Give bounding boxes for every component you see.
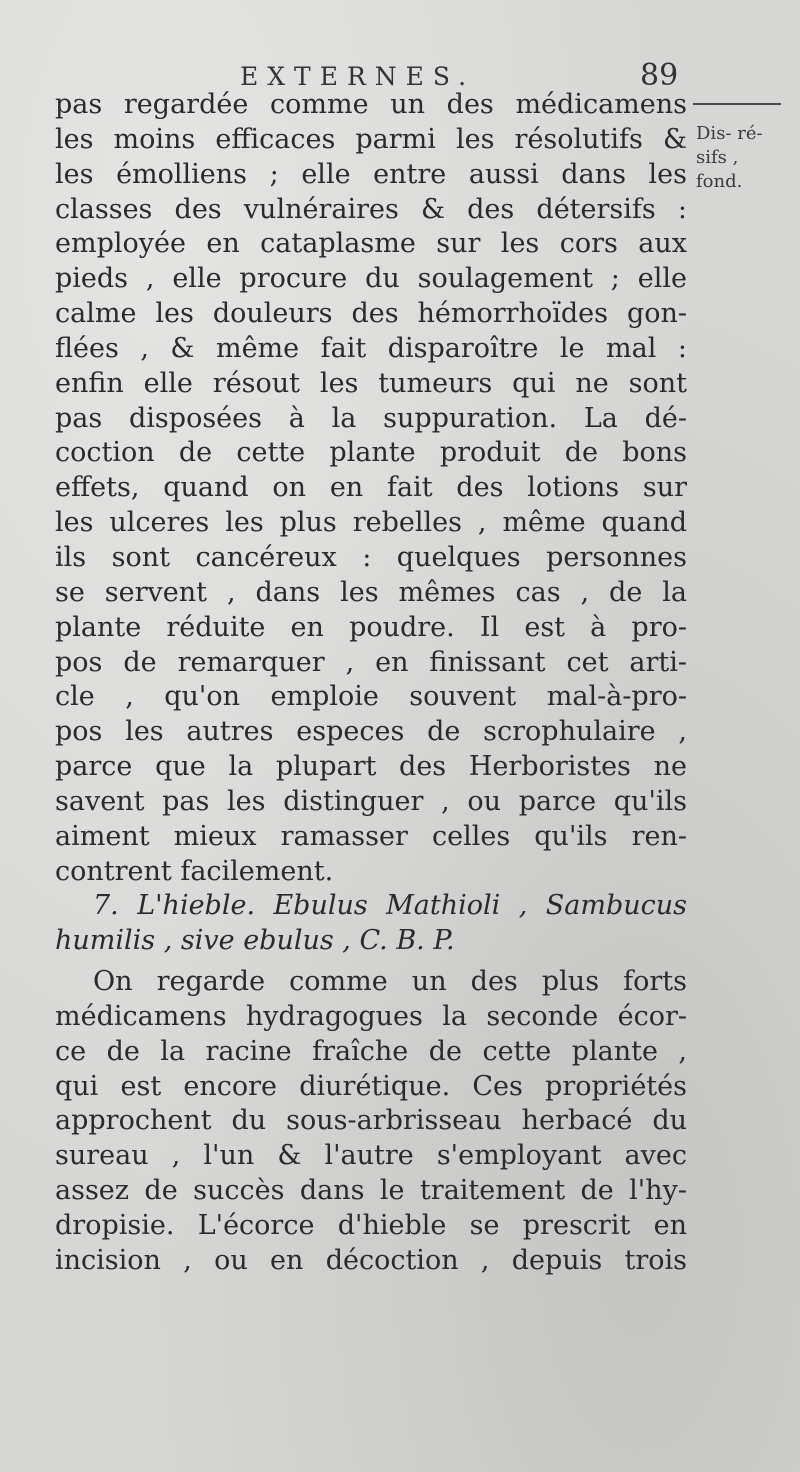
- text-line: pos les autres especes de scrophulaire ,: [55, 716, 687, 748]
- section-heading: [55, 889, 687, 959]
- text-line: se servent , dans les mêmes cas , de la: [55, 576, 687, 608]
- paragraph-two: [55, 965, 687, 1279]
- paragraph-one: [55, 88, 687, 889]
- text-line: aiment mieux ramasser celles qu'ils ren-: [55, 820, 687, 852]
- text-line: pos de remarquer , en finissant cet arti-: [55, 646, 687, 678]
- text-line: ce de la racine fraîche de cette plante ,: [55, 1035, 687, 1067]
- text-line: pas regardée comme un des médicamens: [55, 89, 687, 120]
- text-line: pas disposées à la suppuration. La dé-: [55, 402, 687, 434]
- text-line: cle , qu'on emploie souvent mal-à-pro-: [55, 681, 687, 713]
- text-line: classes des vulnéraires & des détersifs :: [55, 193, 687, 225]
- text-line: plante réduite en poudre. Il est à pro-: [55, 611, 687, 643]
- text-line: savent pas les distinguer , ou parce qu'ils: [55, 785, 687, 817]
- text-line: flées , & même fait disparoître le mal :: [55, 332, 687, 364]
- text-line: coction de cette plante produit de bons: [55, 437, 687, 469]
- margin-note-line: fond.: [696, 171, 743, 192]
- text-line: enfin elle résout les tumeurs qui ne sont: [55, 367, 687, 399]
- margin-note: [696, 122, 796, 194]
- text-line: sureau , l'un & l'autre s'employant avec: [55, 1140, 687, 1172]
- text-line: médicamens hydragogues la seconde écor-: [55, 1000, 687, 1032]
- text-line: employée en cataplasme sur les cors aux: [55, 228, 687, 260]
- page-number: 89: [640, 58, 679, 93]
- heading-line: humilis , sive ebulus , C. B. P.: [55, 925, 455, 957]
- text-line: les moins efficaces parmi les résolutifs &: [55, 123, 687, 155]
- text-line: incision , ou en décoction , depuis trois: [55, 1244, 687, 1276]
- text-line: les ulceres les plus rebelles , même quand: [55, 507, 687, 539]
- text-line: qui est encore diurétique. Ces propriétés: [55, 1070, 687, 1102]
- text-line: contrent facilement.: [55, 855, 334, 887]
- text-line: ils sont cancéreux : quelques personnes: [55, 541, 687, 573]
- text-line: On regarde comme un des plus forts: [93, 966, 687, 998]
- running-header: EXTERNES.: [240, 62, 476, 91]
- margin-note-line: Dis- ré-: [696, 123, 763, 144]
- text-line: parce que la plupart des Herboristes ne: [55, 751, 687, 783]
- margin-rule: [693, 103, 781, 105]
- text-line: les émolliens ; elle entre aussi dans les: [55, 158, 687, 190]
- text-block: [55, 88, 687, 1279]
- text-line: approchent du sous-arbrisseau herbacé du: [55, 1105, 687, 1137]
- margin-note-line: sifs ,: [696, 147, 739, 168]
- text-line: pieds , elle procure du soulagement ; elle: [55, 263, 687, 295]
- text-line: assez de succès dans le traitement de l'hy-: [55, 1175, 687, 1207]
- heading-line: 7. L'hieble. Ebulus Mathioli , Sambucus: [93, 890, 687, 922]
- text-line: calme les douleurs des hémorrhoïdes gon-: [55, 298, 687, 330]
- text-line: dropisie. L'écorce d'hieble se prescrit en: [55, 1210, 687, 1241]
- text-line: effets, quand on en fait des lotions sur: [55, 472, 687, 504]
